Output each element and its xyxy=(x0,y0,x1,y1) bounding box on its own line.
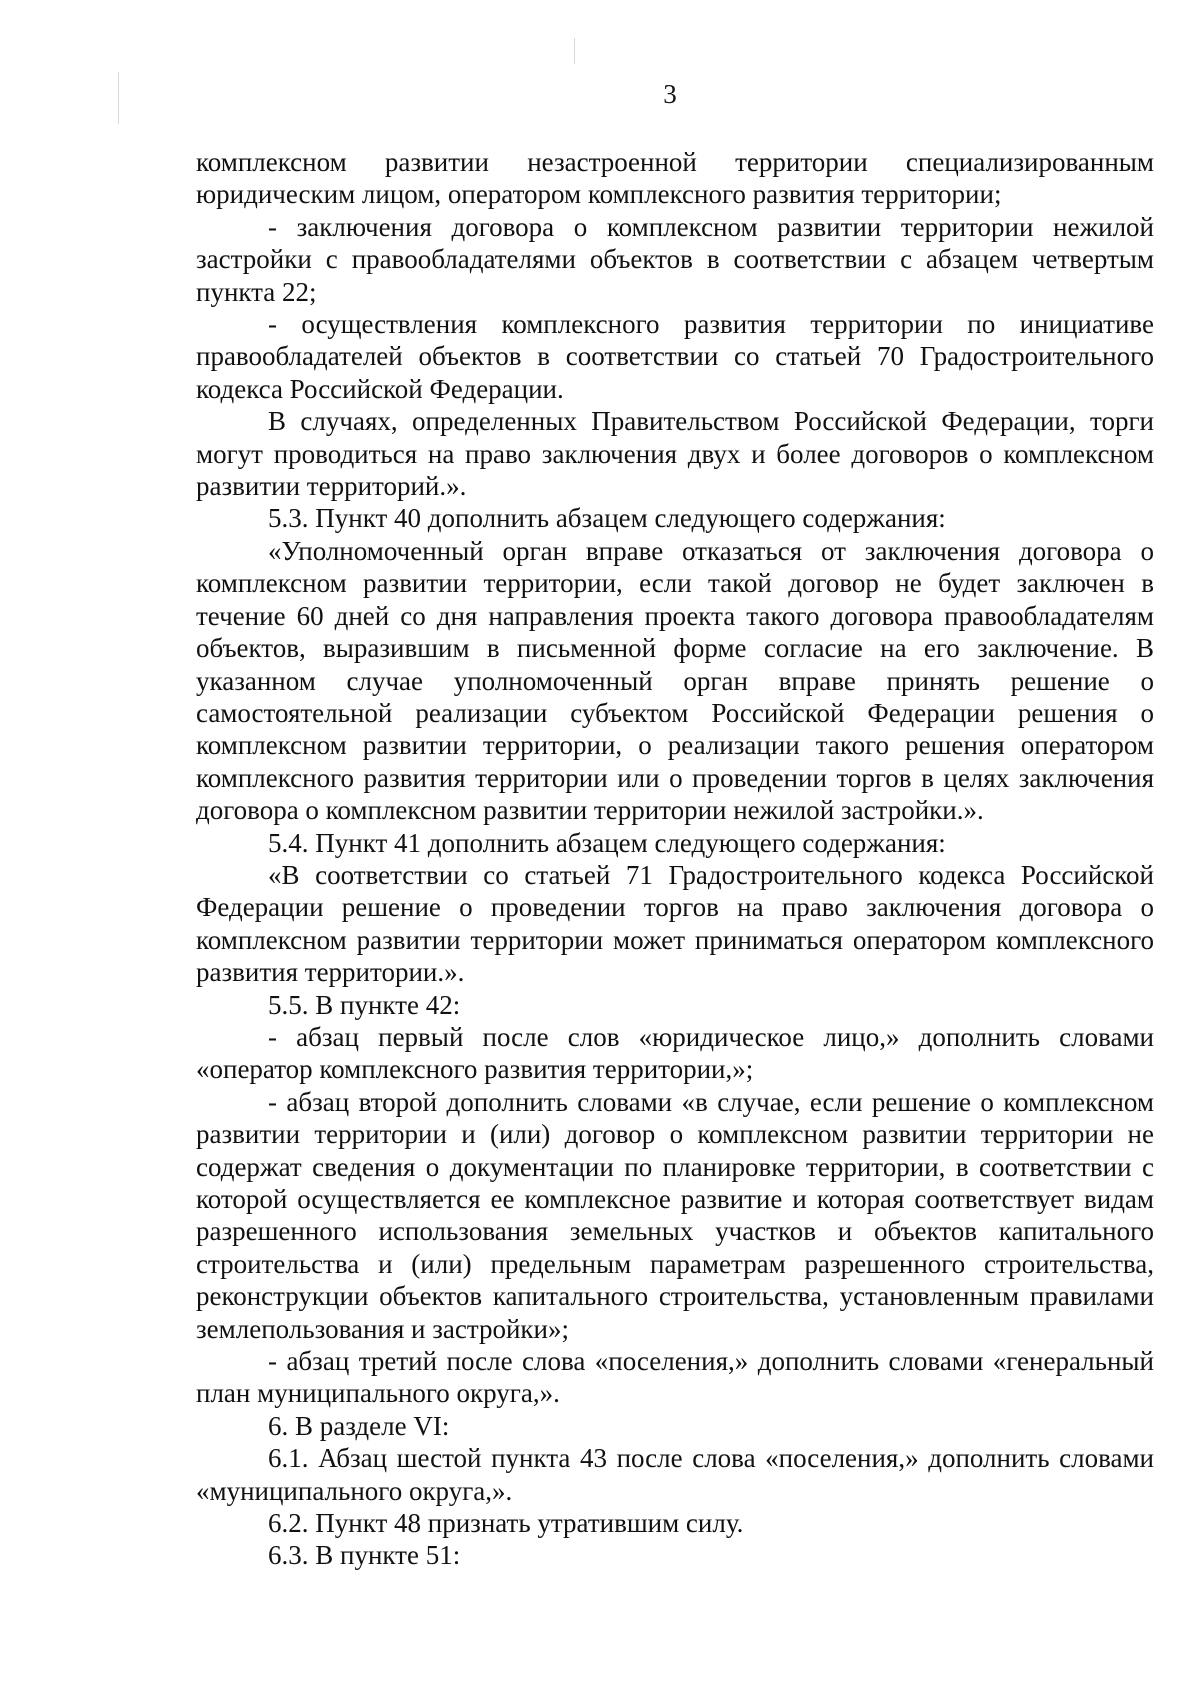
clause-5-4-text: «В соответствии со статьей 71 Градостроительного кодекса Российской Федерации решение о проведении торгов на право заключения договора о комплексном развитии территории может приниматься оператором комплексного развития территории.». xyxy=(196,859,1154,988)
clause-5-5-item-1: - абзац первый после слов «юридическое лицо,» дополнить словами «оператор комплексного развития территории,»; xyxy=(196,1021,1154,1085)
clause-5-5-item-2: - абзац второй дополнить словами «в случае, если решение о комплексном развитии территории и (или) договор о комплексном развитии территории не содержат сведения о документации по планировке территории, в соответствии с которой осуществляется ее комплексное развитие и которая соответствует видам разрешенного использования земельных участков и объектов капитального строительства и (или) предельным параметрам разрешенного строительства, реконструкции объектов капитального строительства, установленным правилами землепользования и застройки»; xyxy=(196,1086,1154,1344)
paragraph-government-cases: В случаях, определенных Правительством Российской Федерации, торги могут проводиться на право заключения двух и более договоров о комплексном развитии территорий.». xyxy=(196,406,1154,502)
clause-5-3-text: «Уполномоченный орган вправе отказаться от заключения договора о комплексном развитии территории, если такой договор не будет заключен в течение 60 дней со дня направления проекта такого договора правообладателям объектов, выразившим в письменной форме согласие на его заключение. В указанном случае уполномоченный орган вправе принять решение о самостоятельной реализации субъектом Российской Федерации решения о комплексном развитии территории, о реализации такого решения оператором комплексного развития территории или о проведении торгов в целях заключения договора о комплексном развитии территории нежилой застройки.». xyxy=(196,535,1154,826)
list-item-contract-nonresidential: - заключения договора о комплексном развитии территории нежилой застройки с правообладателями объектов в соответствии с абзацем четвертым пункта 22; xyxy=(196,211,1154,307)
list-item-owner-initiative: - осуществления комплексного развития территории по инициативе правообладателей объектов в соответствии со статьей 70 Градостроительного кодекса Российской Федерации. xyxy=(196,309,1154,404)
document-body xyxy=(196,146,1154,1572)
clause-5-4-heading: 5.4. Пункт 41 дополнить абзацем следующего содержания: xyxy=(268,827,946,858)
clause-5-3-heading: 5.3. Пункт 40 дополнить абзацем следующего содержания: xyxy=(268,503,946,534)
page-number: 3 xyxy=(663,79,677,109)
clause-6-2-text: 6.2. Пункт 48 признать утратившим силу. xyxy=(268,1508,744,1539)
clause-5-5-item-3: - абзац третий после слова «поселения,» дополнить словами «генеральный план муниципального округа,». xyxy=(196,1346,1154,1409)
clause-5-5-heading: 5.5. В пункте 42: xyxy=(268,989,461,1020)
section-6-heading: 6. В разделе VI: xyxy=(268,1410,450,1441)
paragraph-continuation: комплексном развитии незастроенной территории специализированным юридическим лицом, оператором комплексного развития территории; xyxy=(196,147,1154,210)
clause-6-1-text: 6.1. Абзац шестой пункта 43 после слова «поселения,» дополнить словами «муниципального округа,». xyxy=(196,1443,1154,1506)
scan-mark-top xyxy=(574,38,575,64)
clause-6-3-heading: 6.3. В пункте 51: xyxy=(268,1540,461,1571)
